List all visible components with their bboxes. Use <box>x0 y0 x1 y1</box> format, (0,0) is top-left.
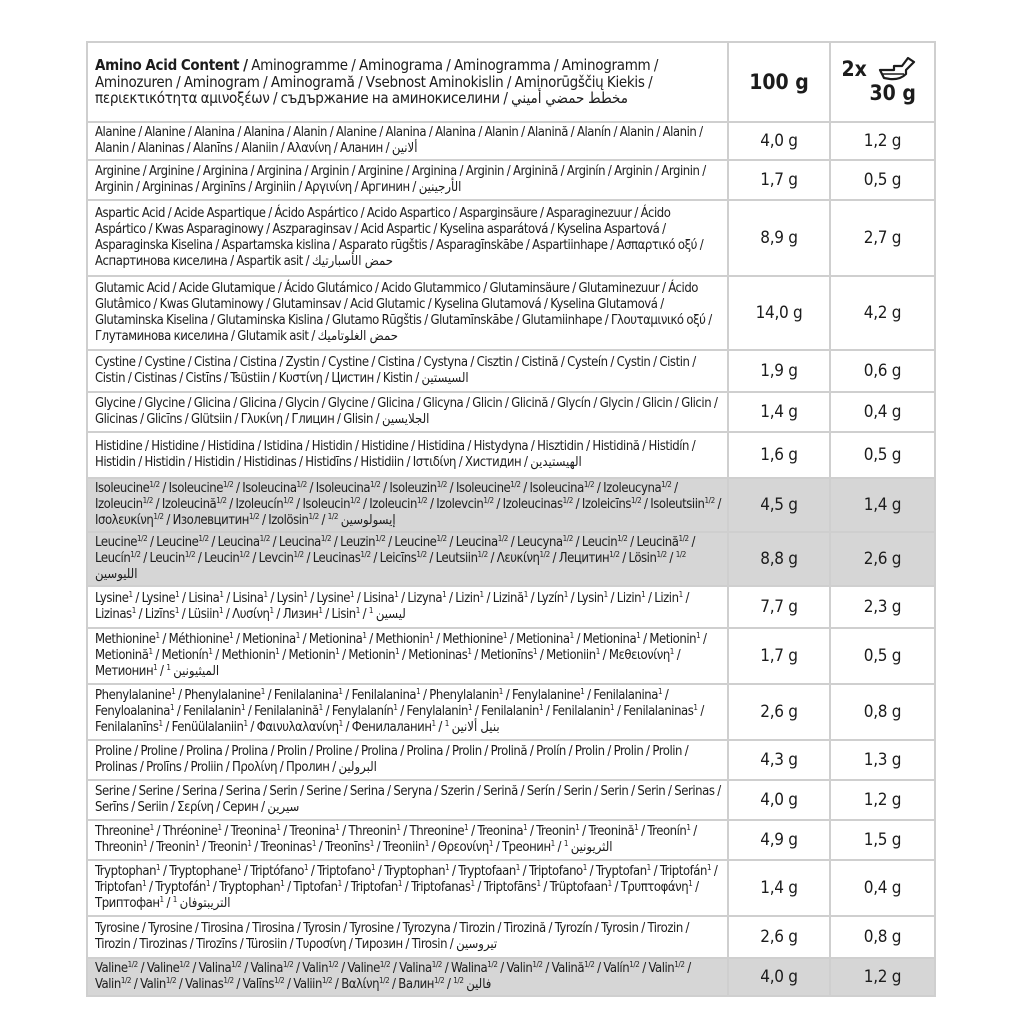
value-per-100g: 7,7 g <box>728 586 830 628</box>
header-title-rest: Aminogramme / Aminograma / Aminogramma / Aminogramm / Aminozuren / Aminogram / Aminogramă / Vsebnost Aminokislin / Aminorūgščių Kiekis / περιεκτικότητα αμινοξέων / съдържание на аминокиселини / مخطط حمضي أميني <box>95 56 659 108</box>
table-row <box>87 276 935 350</box>
value-per-100g: 1,4 g <box>728 392 830 432</box>
table-row <box>87 478 935 532</box>
value-per-serving: 0,5 g <box>830 160 935 200</box>
amino-acid-name: Serine / Serine / Serina / Serina / Serin / Serine / Serina / Seryna / Szerin / Serină / Serín / Serin / Serin / Serin / Serinas / Serīns / Seriin / Σερίνη / Серин / سيرين <box>87 780 728 820</box>
amino-acid-name: Tyrosine / Tyrosine / Tirosina / Tirosina / Tyrosin / Tyrosine / Tyrozyna / Tirozin / Tirozină / Tyrozín / Tyrosin / Tirozin / Tirozin / Tirozinas / Tirozīns / Türosiin / Τυροσίνη / Тирозин / Tirosin / تيروسين <box>87 916 728 958</box>
value-per-serving: 1,2 g <box>830 780 935 820</box>
value-per-100g: 4,5 g <box>728 478 830 532</box>
value-per-100g: 2,6 g <box>728 916 830 958</box>
amino-acid-name: Alanine / Alanine / Alanina / Alanina / Alanin / Alanine / Alanina / Alanina / Alanin / Alanină / Alanín / Alanin / Alanin / Alanin / Alaninas / Alanīns / Alaniin / Αλανίνη / Аланин / ألانين <box>87 122 728 160</box>
table-row <box>87 780 935 820</box>
amino-acid-name: Tryptophan$^1$ / Tryptophane$^1$ / Triptófano$^1$ / Triptofano$^1$ / Tryptophan$^1$ / Tryptofaan$^1$ / Triptofano$^1$ / Tryptofan$^1$ / Triptofán$^1$ / Triptofan$^1$ / Tryptofán$^1$ / Tryptophan$^1$ / Tiptofan$^1$ / Triptofan$^1$ / Triptofanas$^1$ / Triptofāns$^1$ / Trüptofaan$^1$ / Τρυπτοφάνη$^1$ / Триптофан$^1$ / $^1$ التريبتوفان <box>87 860 728 916</box>
amino-acid-name: Threonine$^1$ / Thréonine$^1$ / Treonina$^1$ / Treonina$^1$ / Threonin$^1$ / Threonine$^1$ / Treonina$^1$ / Treonin$^1$ / Treonină$^1$ / Treonín$^1$ / Threonin$^1$ / Treonin$^1$ / Treonin$^1$ / Treoninas$^1$ / Treonīns$^1$ / Treoniin$^1$ / Θρεονίνη$^1$ / Треонин$^1$ / $^1$ الثريونين <box>87 820 728 860</box>
table-row <box>87 916 935 958</box>
value-per-100g: 4,0 g <box>728 122 830 160</box>
table-row <box>87 740 935 780</box>
table-row <box>87 200 935 276</box>
table-row <box>87 684 935 740</box>
value-per-100g: 8,8 g <box>728 532 830 586</box>
amino-acid-table <box>86 41 936 997</box>
table-row <box>87 122 935 160</box>
value-per-serving: 2,3 g <box>830 586 935 628</box>
header-serving-multiplier: 2x <box>841 56 867 81</box>
table-row <box>87 628 935 684</box>
value-per-serving: 2,7 g <box>830 200 935 276</box>
amino-acid-name: Valine$^{1/2}$ / Valine$^{1/2}$ / Valina$^{1/2}$ / Valina$^{1/2}$ / Valin$^{1/2}$ / Valine$^{1/2}$ / Valina$^{1/2}$ / Walina$^{1/2}$ / Valin$^{1/2}$ / Valină$^{1/2}$ / Valín$^{1/2}$ / Valin$^{1/2}$ / Valin$^{1/2}$ / Valin$^{1/2}$ / Valinas$^{1/2}$ / Valīns$^{1/2}$ / Valiin$^{1/2}$ / Βαλίνη$^{1/2}$ / Валин$^{1/2}$ / $^{1/2}$ فالين <box>87 958 728 996</box>
amino-acid-name: Methionine$^1$ / Méthionine$^1$ / Metionina$^1$ / Metionina$^1$ / Methionin$^1$ / Methionine$^1$ / Metionina$^1$ / Metionina$^1$ / Metionin$^1$ / Metionină$^1$ / Metionín$^1$ / Methionin$^1$ / Metionin$^1$ / Metionin$^1$ / Metioninas$^1$ / Metionīns$^1$ / Metioniin$^1$ / Μεθειονίνη$^1$ / Метионин$^1$ / $^1$ الميثيونين <box>87 628 728 684</box>
table-row <box>87 392 935 432</box>
amino-acid-name: Arginine / Arginine / Arginina / Arginina / Arginin / Arginine / Arginina / Arginin / Arginină / Arginín / Arginin / Arginin / Arginin / Argininas / Arginīns / Arginiin / Αργινίνη / Аргинин / الأرجينين <box>87 160 728 200</box>
value-per-100g: 8,9 g <box>728 200 830 276</box>
value-per-serving: 1,5 g <box>830 820 935 860</box>
value-per-serving: 1,2 g <box>830 122 935 160</box>
table-row <box>87 586 935 628</box>
value-per-100g: 4,9 g <box>728 820 830 860</box>
value-per-serving: 0,4 g <box>830 392 935 432</box>
header-per-100g: 100 g <box>728 42 830 122</box>
header-per-serving-cell <box>830 42 935 122</box>
value-per-100g: 4,0 g <box>728 780 830 820</box>
value-per-100g: 14,0 g <box>728 276 830 350</box>
value-per-100g: 1,4 g <box>728 860 830 916</box>
amino-acid-name: Phenylalanine$^1$ / Phenylalanine$^1$ / Fenilalanina$^1$ / Fenilalanina$^1$ / Phenylalanin$^1$ / Fenylalanine$^1$ / Fenilalanina$^1$ / Fenyloalanina$^1$ / Fenilalanin$^1$ / Fenilalanină$^1$ / Fenylalanín$^1$ / Fenylalanin$^1$ / Fenilalanin$^1$ / Fenilalanin$^1$ / Fenilalaninas$^1$ / Fenilalanīns$^1$ / Fenüülalaniin$^1$ / Φαινυλαλανίνη$^1$ / Фенилаланин$^1$ / $^1$ بنيل ألانين <box>87 684 728 740</box>
value-per-serving: 0,8 g <box>830 684 935 740</box>
scoop-icon <box>878 55 918 83</box>
amino-acid-name: Cystine / Cystine / Cistina / Cistina / Zystin / Cystine / Cistina / Cystyna / Cisztin / Cistină / Cysteín / Cystin / Cistin / Cistin / Cistinas / Cistīns / Tsüstiin / Κυστίνη / Цистин / Kistin / السيستين <box>87 350 728 392</box>
table-row <box>87 432 935 478</box>
table-row <box>87 532 935 586</box>
amino-acid-name: Proline / Proline / Prolina / Prolina / Prolin / Proline / Prolina / Prolina / Prolin / Prolină / Prolín / Prolin / Prolin / Prolin / Prolinas / Prolīns / Proliin / Προλίνη / Пролин / البرولين <box>87 740 728 780</box>
amino-acid-name: Isoleucine$^{1/2}$ / Isoleucine$^{1/2}$ / Isoleucina$^{1/2}$ / Isoleucina$^{1/2}$ / Isoleuzin$^{1/2}$ / Isoleucine$^{1/2}$ / Isoleucina$^{1/2}$ / Izoleucyna$^{1/2}$ / Izoleucin$^{1/2}$ / Izoleucină$^{1/2}$ / Izoleucín$^{1/2}$ / Isoleucin$^{1/2}$ / Izoleucin$^{1/2}$ / Izolevcin$^{1/2}$ / Izoleucinas$^{1/2}$ / Izoleicīns$^{1/2}$ / Isoleutsiin$^{1/2}$ / Ισολευκίνη$^{1/2}$ / Изолевцитин$^{1/2}$ / Izolösin$^{1/2}$ / $^{1/2}$ إيسولوسين <box>87 478 728 532</box>
value-per-serving: 1,3 g <box>830 740 935 780</box>
header-row <box>87 42 935 122</box>
table-row <box>87 860 935 916</box>
value-per-serving: 1,4 g <box>830 478 935 532</box>
header-serving-amount: 30 g <box>869 80 916 105</box>
amino-acid-name: Aspartic Acid / Acide Aspartique / Ácido Aspártico / Acido Aspartico / Asparginsäure / Asparaginezuur / Ácido Aspártico / Kwas Asparaginowy / Aszparaginsav / Acid Aspartic / Kyselina asparátová / Kyselina Aspartová / Asparaginska Kiselina / Aspartamska kislina / Asparato rūgštis / Asparagīnskābe / Aspartiinhape / Ασπαρτικό οξύ / Аспартинова киселина / Aspartik asit / حمض الأسبارتيك <box>87 200 728 276</box>
value-per-serving: 0,5 g <box>830 628 935 684</box>
value-per-serving: 0,8 g <box>830 916 935 958</box>
amino-acid-name: Lysine$^1$ / Lysine$^1$ / Lisina$^1$ / Lisina$^1$ / Lysin$^1$ / Lysine$^1$ / Lisina$^1$ / Lizyna$^1$ / Lizin$^1$ / Lizină$^1$ / Lyzín$^1$ / Lysin$^1$ / Lizin$^1$ / Lizin$^1$ / Lizinas$^1$ / Lizīns$^1$ / Lüsiin$^1$ / Λυσίνη$^1$ / Лизин$^1$ / Lisin$^1$ / $^1$ ليسين <box>87 586 728 628</box>
table-row <box>87 958 935 996</box>
value-per-serving: 0,5 g <box>830 432 935 478</box>
value-per-100g: 1,7 g <box>728 160 830 200</box>
value-per-serving: 0,6 g <box>830 350 935 392</box>
header-title-cell <box>87 42 728 122</box>
table-row <box>87 820 935 860</box>
amino-acid-name: Leucine$^{1/2}$ / Leucine$^{1/2}$ / Leucina$^{1/2}$ / Leucina$^{1/2}$ / Leuzin$^{1/2}$ / Leucine$^{1/2}$ / Leucina$^{1/2}$ / Leucyna$^{1/2}$ / Leucin$^{1/2}$ / Leucină$^{1/2}$ / Leucín$^{1/2}$ / Leucin$^{1/2}$ / Leucin$^{1/2}$ / Levcin$^{1/2}$ / Leucinas$^{1/2}$ / Leicīns$^{1/2}$ / Leutsiin$^{1/2}$ / Λευκίνη$^{1/2}$ / Лецитин$^{1/2}$ / Lösin$^{1/2}$ / $^{1/2}$ الليوسين <box>87 532 728 586</box>
value-per-serving: 4,2 g <box>830 276 935 350</box>
header-title-bold: Amino Acid Content / <box>95 56 248 75</box>
amino-acid-name: Glycine / Glycine / Glicina / Glicina / Glycin / Glycine / Glicina / Glicyna / Glicin / Glicină / Glycín / Glycin / Glicin / Glicin / Glicinas / Glicīns / Glütsiin / Γλυκίνη / Глицин / Glisin / الجلايسين <box>87 392 728 432</box>
value-per-serving: 2,6 g <box>830 532 935 586</box>
table-row <box>87 160 935 200</box>
value-per-100g: 2,6 g <box>728 684 830 740</box>
table-row <box>87 350 935 392</box>
value-per-100g: 1,9 g <box>728 350 830 392</box>
amino-acid-name: Glutamic Acid / Acide Glutamique / Ácido Glutámico / Acido Glutammico / Glutaminsäure / Glutaminezuur / Ácido Glutâmico / Kwas Glutaminowy / Glutaminsav / Acid Glutamic / Kyselina Glutamová / Kyselina Glutamová / Glutaminska Kiselina / Glutaminska Kislina / Glutamo Rūgštis / Glutamīnskābe / Glutamiinhape / Γλουταμινικό οξύ / Глутаминова киселина / Glutamik asit / حمض الغلوتاميك <box>87 276 728 350</box>
amino-acid-name: Histidine / Histidine / Histidina / Istidina / Histidin / Histidine / Histidina / Histydyna / Hisztidin / Histidină / Histidín / Histidin / Histidin / Histidin / Histidinas / Histidīns / Histidiin / Ιστιδίνη / Хистидин / الهيستيدين <box>87 432 728 478</box>
value-per-100g: 4,0 g <box>728 958 830 996</box>
value-per-100g: 1,7 g <box>728 628 830 684</box>
value-per-serving: 0,4 g <box>830 860 935 916</box>
value-per-serving: 1,2 g <box>830 958 935 996</box>
value-per-100g: 4,3 g <box>728 740 830 780</box>
value-per-100g: 1,6 g <box>728 432 830 478</box>
